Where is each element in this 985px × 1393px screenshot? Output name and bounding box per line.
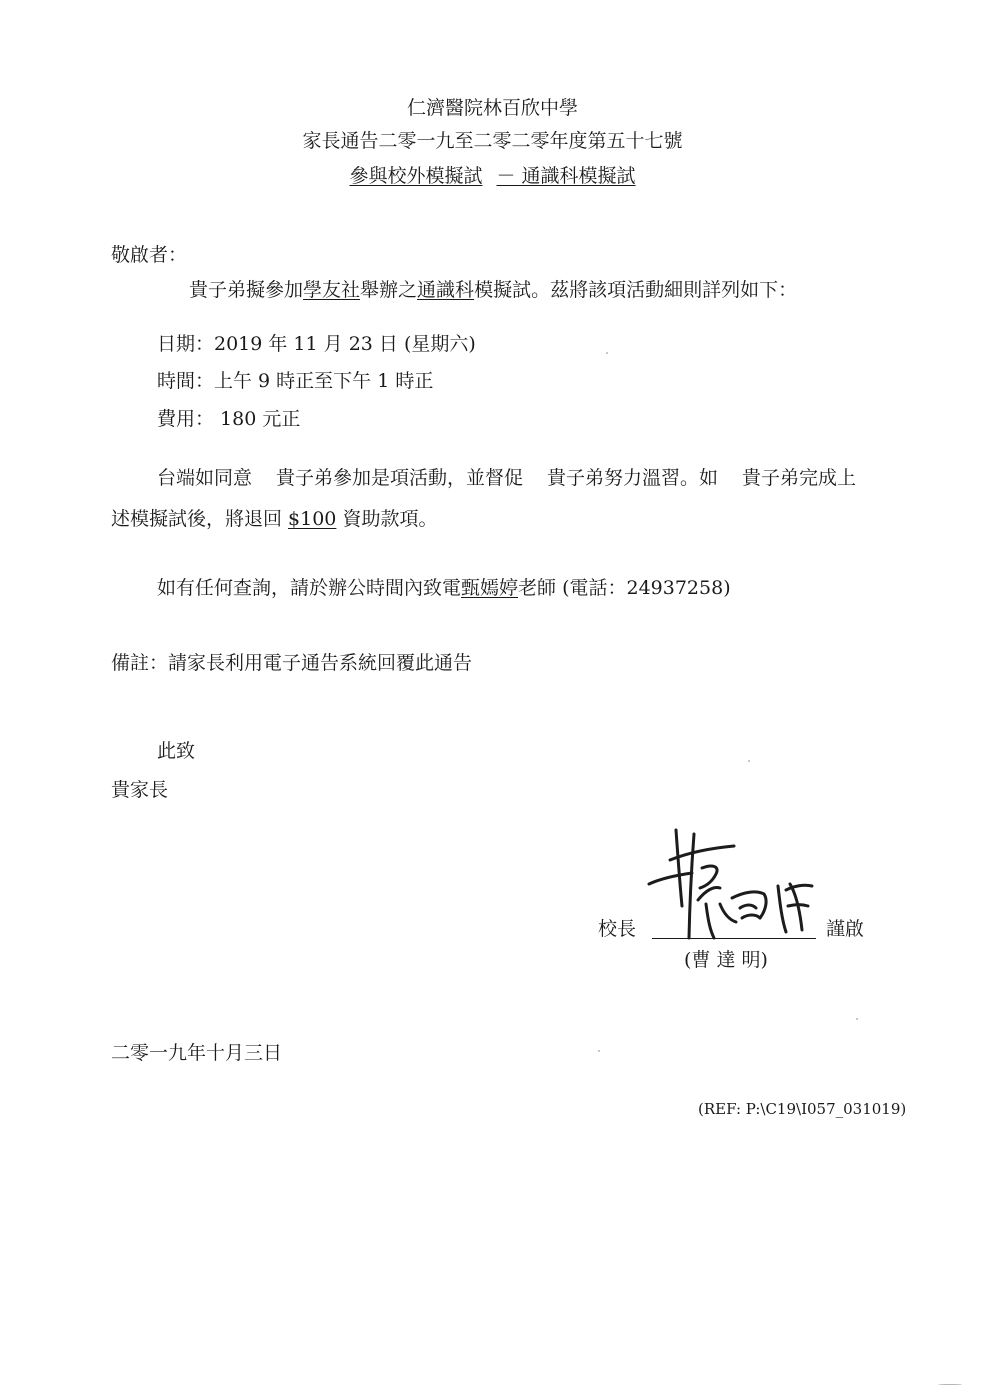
- closing-addressee: 貴家長: [111, 779, 169, 801]
- enquiry-text-2: 老師 (電話：24937258): [518, 577, 731, 599]
- consent-text-6: 資助款項。: [336, 508, 438, 530]
- detail-time: 時間：上午 9 時正至下午 1 時正: [157, 370, 434, 392]
- intro-text-2: 舉辦之: [360, 279, 418, 301]
- enquiry-text-1: 如有任何查詢，請於辦公時間內致電: [157, 577, 462, 599]
- consent-text-5: 述模擬試後，將退回: [111, 508, 289, 530]
- scan-speck: [856, 1018, 858, 1020]
- consent-text-3: 貴子弟努力溫習。如: [547, 467, 719, 489]
- intro-text-1: 貴子弟擬參加: [189, 279, 304, 301]
- reference-code: (REF: P:\C19\I057_031019): [698, 1100, 907, 1118]
- intro-text-3: 模擬試。茲將該項活動細則詳列如下：: [474, 279, 798, 301]
- detail-fee: 費用： 180 元正: [157, 408, 301, 430]
- scan-speck: [598, 1050, 600, 1052]
- notice-date: 二零一九年十月三日: [111, 1042, 283, 1064]
- remark-line: 備註：請家長利用電子通告系統回覆此通告: [111, 652, 473, 674]
- consent-line-1: [157, 469, 856, 488]
- principal-signature: [640, 820, 830, 945]
- subject-name: 通識科: [417, 279, 475, 301]
- scan-speck: [748, 760, 750, 762]
- organizer-name: 學友社: [303, 279, 361, 301]
- consent-text-1: 台端如同意: [157, 467, 253, 489]
- refund-amount: $100: [288, 508, 337, 530]
- notice-number: 家長通告二零一九至二零二零年度第五十七號: [302, 130, 683, 152]
- principal-title: 校長: [598, 918, 637, 940]
- scan-speck: [606, 352, 608, 354]
- subject-part-b: － 通識科模擬試: [496, 165, 636, 187]
- detail-date: 日期：2019 年 11 月 23 日 (星期六): [157, 333, 476, 355]
- scan-speck: [938, 1384, 962, 1385]
- consent-text-2: 貴子弟參加是項活動，並督促: [276, 467, 524, 489]
- notice-subject: [0, 167, 985, 186]
- subject-part-a: 參與校外模擬試: [349, 165, 483, 187]
- consent-line-2: [111, 510, 437, 529]
- intro-paragraph: [189, 281, 797, 300]
- school-name: 仁濟醫院林百欣中學: [406, 97, 578, 119]
- closing-regards: 此致: [157, 740, 196, 762]
- enquiry-line: [157, 579, 731, 598]
- sign-off: 謹啟: [826, 918, 865, 940]
- principal-name: (曹 達 明): [684, 949, 768, 971]
- teacher-name: 甄嫣婷: [461, 577, 519, 599]
- salutation: 敬啟者：: [111, 244, 188, 266]
- consent-text-4: 貴子弟完成上: [742, 467, 857, 489]
